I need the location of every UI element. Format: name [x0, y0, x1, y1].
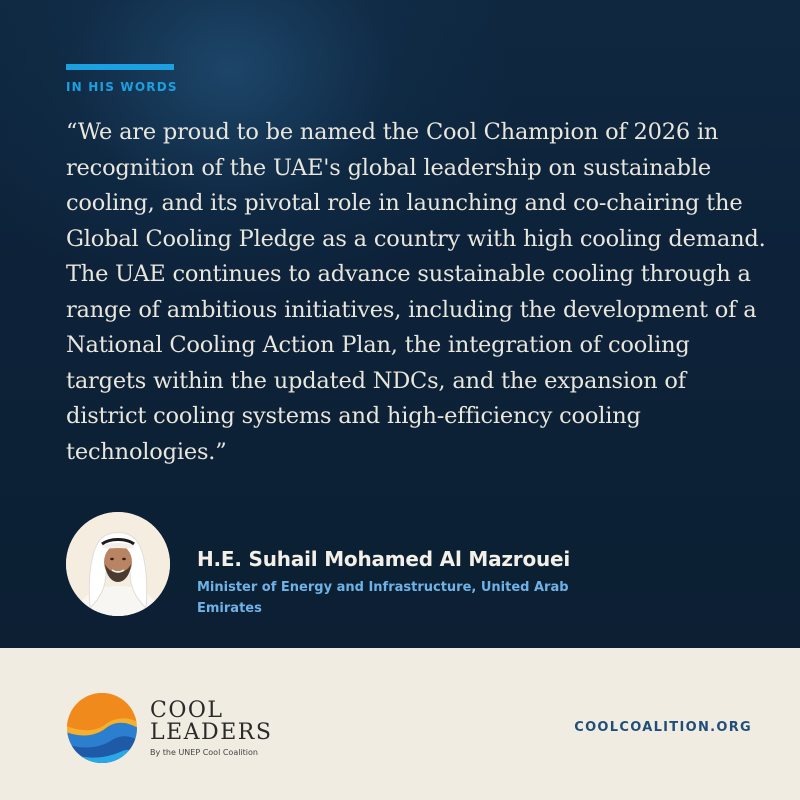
speaker-title: Minister of Energy and Infrastructure, United Arab Emirates [197, 580, 569, 616]
speaker-avatar [66, 512, 170, 616]
cool-leaders-logo-icon [66, 692, 138, 764]
speaker-portrait-icon [66, 512, 170, 616]
accent-bar [66, 64, 174, 70]
logo-subtitle: By the UNEP Cool Coalition [150, 748, 258, 757]
website-link[interactable]: COOLCOALITION.ORG [574, 720, 752, 735]
speaker-name: H.E. Suhail Mohamed Al Mazrouei [197, 547, 571, 571]
quote-text: “We are proud to be named the Cool Champion of 2026 in recognition of the UAE's global leadership on sustainable cooling, and its pivotal role in launching and co-chairing the Global Cooling Pledge as a country with high cooling demand. The UAE continues to advance sustainable cooling through a range of ambitious initiatives, including the development of a National Cooling Action Plan, the integration of cooling targets within the updated NDCs, and the expansion of district cooling systems and high-efficiency cooling technologies.” [66, 119, 766, 465]
logo-word-cool: COOL [150, 698, 224, 723]
eyebrow-label: IN HIS WORDS [66, 80, 178, 94]
logo-word-leaders: LEADERS [150, 720, 273, 745]
